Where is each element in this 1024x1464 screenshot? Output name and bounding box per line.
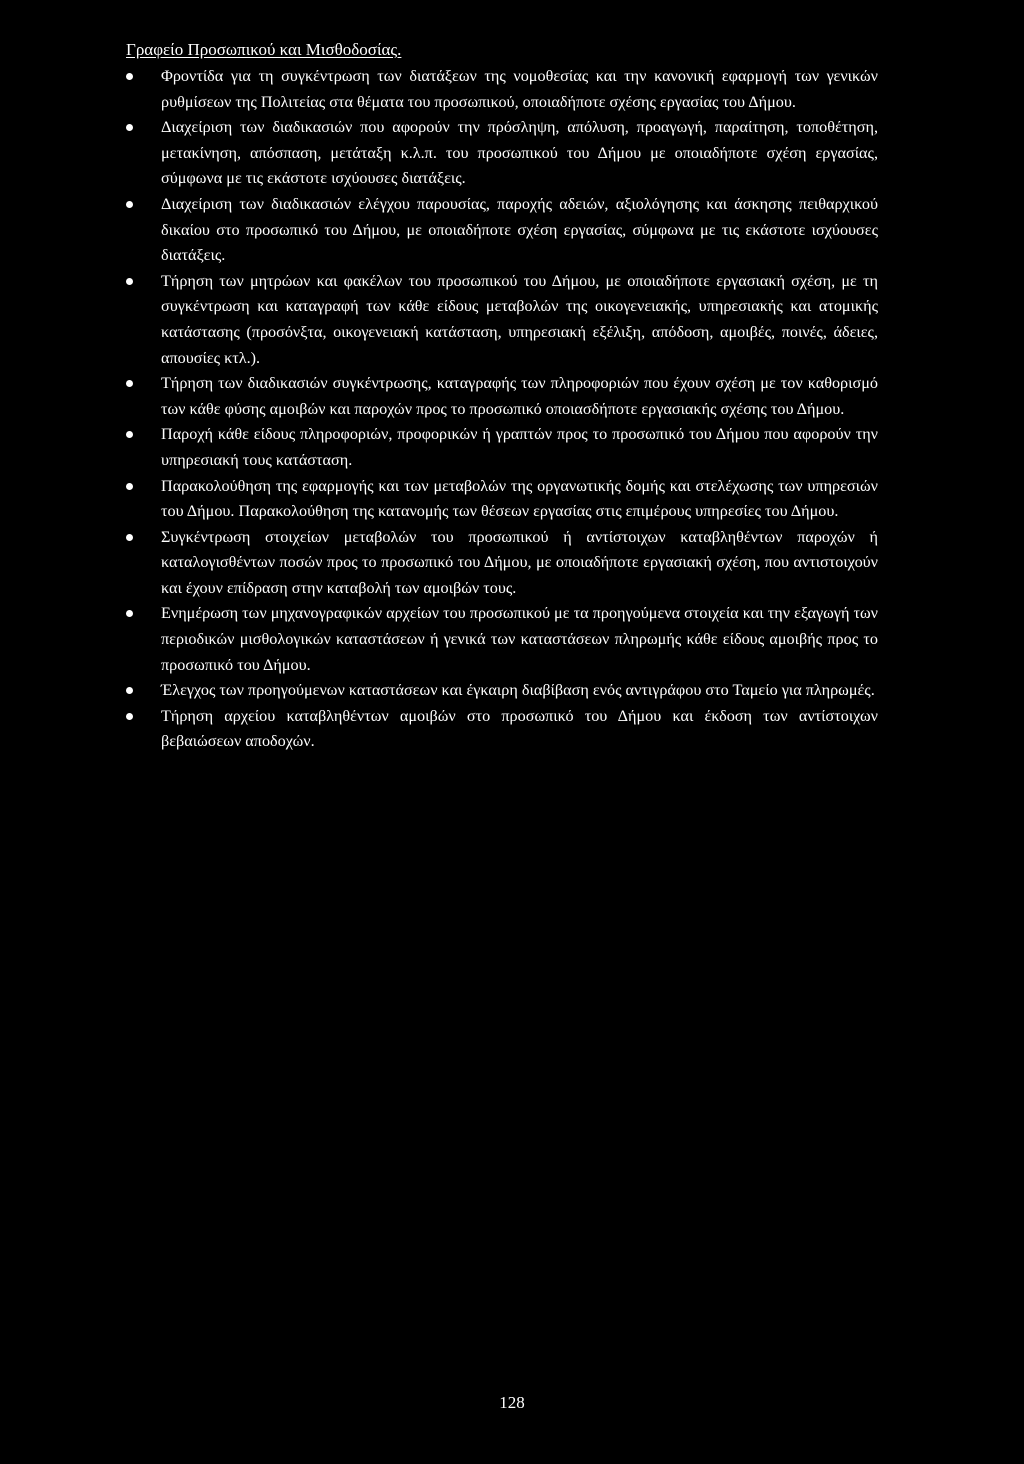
bullet-icon — [126, 201, 133, 208]
list-item — [126, 525, 878, 602]
list-item-text: Τήρηση αρχείου καταβληθέντων αμοιβών στο προσωπικό του Δήμου και έκδοση των αντίστοιχων βεβαιώσεων αποδοχών. — [161, 706, 878, 751]
list-item — [126, 64, 878, 115]
list-item-text: Ενημέρωση των μηχανογραφικών αρχείων του προσωπικού με τα προηγούμενα στοιχεία και την εξαγωγή των περιοδικών μισθολογικών καταστάσεων ή γενικά των καταστάσεων πληρωμής κάθε είδους αμοιβής προς το προσωπικό του Δήμου. — [161, 604, 878, 674]
list-item-text: Συγκέντρωση στοιχείων μεταβολών του προσωπικού ή αντίστοιχων καταβληθέντων παροχών ή καταλογισθέντων ποσών προς το προσωπικό του Δήμου, με οποιαδήποτε εργασιακή σχέση, που αντιστοιχούν και έχουν επίδραση στην καταβολή των αμοιβών τους. — [161, 527, 878, 597]
bullet-icon — [126, 610, 133, 617]
list-item — [126, 269, 878, 371]
bullet-icon — [126, 278, 133, 285]
list-item — [126, 192, 878, 269]
bullet-icon — [126, 380, 133, 387]
bullet-icon — [126, 73, 133, 80]
bullet-icon — [126, 534, 133, 541]
duties-list — [126, 64, 878, 755]
bullet-icon — [126, 431, 133, 438]
list-item-text: Τήρηση των μητρώων και φακέλων του προσωπικού του Δήμου, με οποιαδήποτε εργασιακή σχέση, με τη συγκέντρωση και καταγραφή των κάθε είδους μεταβολών της οικογενειακής, υπηρεσιακής και ατομικής κατάστασης (προσόνξτα, οικογενειακή κατάσταση, υπηρεσιακή εξέλιξη, απόδοση, αμοιβές, ποινές, άδειες, απουσίες κτλ.). — [161, 271, 878, 367]
bullet-icon — [126, 483, 133, 490]
bullet-icon — [126, 713, 133, 720]
list-item-text: Διαχείριση των διαδικασιών ελέγχου παρουσίας, παροχής αδειών, αξιολόγησης και άσκησης πειθαρχικού δικαίου στο προσωπικό του Δήμου, με οποιαδήποτε σχέση εργασίας, σύμφωνα με τις εκάστοτε ισχύουσες διατάξεις. — [161, 194, 878, 265]
list-item — [126, 371, 878, 422]
list-item-text: Παρακολούθηση της εφαρμογής και των μεταβολών της οργανωτικής δομής και στελέχωσης των υπηρεσιών του Δήμου. Παρακολούθηση της κατανομής των θέσεων εργασίας στις επιμέρους υπηρεσίες του Δήμου. — [161, 476, 878, 521]
list-item — [126, 704, 878, 755]
list-item — [126, 474, 878, 525]
list-item-text: Φροντίδα για τη συγκέντρωση των διατάξεων της νομοθεσίας και την κανονική εφαρμογή των γενικών ρυθμίσεων της Πολιτείας στα θέματα του προσωπικού, οποιαδήποτε σχέσης εργασίας του Δήμου. — [161, 67, 878, 111]
list-item — [126, 678, 878, 704]
list-item-text: Διαχείριση των διαδικασιών που αφορούν την πρόσληψη, απόλυση, προαγωγή, παραίτηση, τοποθέτηση, μετακίνηση, απόσπαση, μετάταξη κ.λ.π. του προσωπικού του Δήμου με οποιαδήποτε σχέση εργασίας, σύμφωνα με τις εκάστοτε ισχύουσες διατάξεις. — [161, 118, 878, 188]
list-item — [126, 115, 878, 192]
list-item-text: Τήρηση των διαδικασιών συγκέντρωσης, καταγραφής των πληροφοριών που έχουν σχέση με τον καθορισμό των κάθε φύσης αμοιβών και παροχών προς το προσωπικό οποιασδήποτε εργασιακής σχέσης του Δήμου. — [161, 374, 878, 418]
bullet-icon — [126, 687, 133, 694]
list-item-text: Παροχή κάθε είδους πληροφοριών, προφορικών ή γραπτών προς το προσωπικό του Δήμου που αφορούν την υπηρεσιακή τους κατάσταση. — [161, 425, 878, 469]
list-item-text: Έλεγχος των προηγούμενων καταστάσεων και έγκαιρη διαβίβαση ενός αντιγράφου στο Ταμείο για πληρωμές. — [161, 681, 875, 700]
list-item — [126, 601, 878, 678]
list-item — [126, 422, 878, 473]
page-number: 128 — [499, 1393, 525, 1412]
section-heading: Γραφείο Προσωπικού και Μισθοδοσίας. — [126, 40, 402, 59]
bullet-icon — [126, 124, 133, 131]
